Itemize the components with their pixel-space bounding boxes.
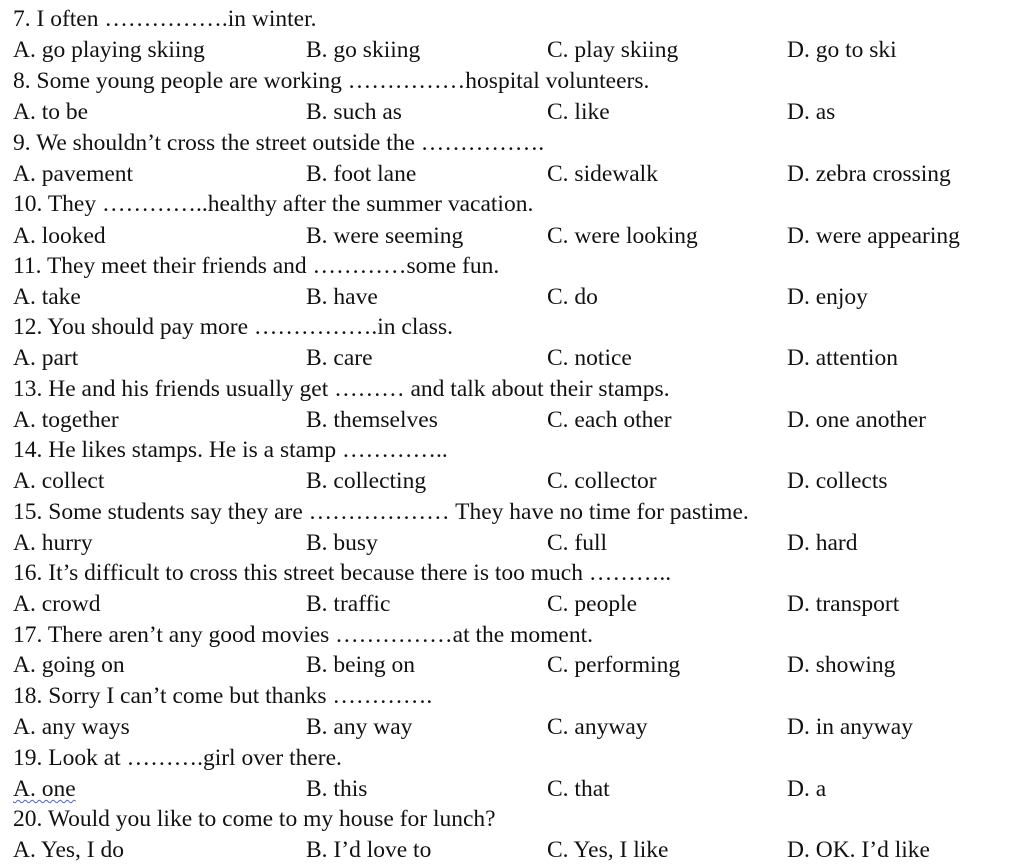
question-text: 19. Look at ……….girl over there.: [13, 745, 342, 771]
option-a: A. any ways: [13, 714, 130, 740]
option-d: D. a: [787, 776, 827, 802]
option-c: C. sidewalk: [547, 161, 658, 187]
question-text: 16. It’s difficult to cross this street because there is too much ………..: [13, 560, 672, 586]
question-text: 18. Sorry I can’t come but thanks ………….: [13, 683, 433, 709]
question-20-options: [0, 835, 1024, 865]
question-text: 14. He likes stamps. He is a stamp …………..: [13, 437, 448, 463]
option-d: D. zebra crossing: [787, 161, 951, 187]
option-b: B. were seeming: [306, 223, 464, 249]
option-b: B. traffic: [306, 591, 391, 617]
option-d: D. transport: [787, 591, 900, 617]
question-text: 15. Some students say they are ……………… They have no time for pastime.: [13, 499, 749, 525]
question-13-stem: [0, 374, 1024, 404]
question-text: 9. We shouldn’t cross the street outside the …………….: [13, 130, 545, 156]
option-a: A. collect: [13, 468, 105, 494]
option-b: B. being on: [306, 652, 416, 678]
option-c: C. play skiing: [547, 37, 679, 63]
option-c: C. notice: [547, 345, 632, 371]
option-c: C. were looking: [547, 223, 698, 249]
question-8-options: [0, 97, 1024, 127]
question-13-options: [0, 405, 1024, 435]
option-d: D. enjoy: [787, 284, 868, 310]
option-a: A. hurry: [13, 530, 93, 556]
option-a: A. to be: [13, 99, 89, 125]
question-14-options: [0, 466, 1024, 496]
option-b: B. themselves: [306, 407, 438, 433]
option-a: A. crowd: [13, 591, 101, 617]
question-9-stem: [0, 128, 1024, 158]
question-16-options: [0, 589, 1024, 619]
question-text: 10. They …………..healthy after the summer vacation.: [13, 191, 534, 217]
option-b: B. I’d love to: [306, 837, 432, 863]
option-c: C. like: [547, 99, 610, 125]
option-a: A. going on: [13, 652, 125, 678]
option-a: A. one: [13, 776, 76, 802]
question-7-options: [0, 35, 1024, 65]
option-b: B. such as: [306, 99, 402, 125]
option-d: D. collects: [787, 468, 888, 494]
question-19-options: [0, 774, 1024, 804]
option-a: A. looked: [13, 223, 106, 249]
option-d: D. in anyway: [787, 714, 913, 740]
option-a: A. pavement: [13, 161, 134, 187]
question-9-options: [0, 159, 1024, 189]
option-c: C. performing: [547, 652, 681, 678]
question-19-stem: [0, 743, 1024, 773]
option-d: D. as: [787, 99, 836, 125]
option-d: D. OK. I’d like: [787, 837, 930, 863]
question-10-options: [0, 221, 1024, 251]
option-b: B. go skiing: [306, 37, 421, 63]
option-a: A. take: [13, 284, 81, 310]
question-12-stem: [0, 312, 1024, 342]
question-14-stem: [0, 435, 1024, 465]
option-a: A. Yes, I do: [13, 837, 124, 863]
question-7-stem: [0, 4, 1024, 34]
question-18-options: [0, 712, 1024, 742]
option-a: A. part: [13, 345, 79, 371]
question-16-stem: [0, 558, 1024, 588]
option-b: B. busy: [306, 530, 378, 556]
option-b: B. foot lane: [306, 161, 417, 187]
option-b: B. collecting: [306, 468, 427, 494]
question-text: 8. Some young people are working ……………hospital volunteers.: [13, 68, 650, 94]
option-c: C. full: [547, 530, 608, 556]
option-d: D. one another: [787, 407, 926, 433]
question-text: 7. I often …………….in winter.: [13, 6, 317, 32]
question-text: 17. There aren’t any good movies ……………at the moment.: [13, 622, 593, 648]
option-d: D. were appearing: [787, 223, 960, 249]
option-d: D. showing: [787, 652, 896, 678]
option-d: D. go to ski: [787, 37, 897, 63]
option-c: C. each other: [547, 407, 672, 433]
option-b: B. any way: [306, 714, 413, 740]
option-c: C. do: [547, 284, 598, 310]
question-text: 11. They meet their friends and …………some fun.: [13, 253, 500, 279]
option-b: B. have: [306, 284, 378, 310]
question-10-stem: [0, 189, 1024, 219]
option-c: C. Yes, I like: [547, 837, 669, 863]
question-17-options: [0, 650, 1024, 680]
question-text: 20. Would you like to come to my house for lunch?: [13, 806, 496, 832]
question-20-stem: [0, 804, 1024, 834]
option-c: C. people: [547, 591, 638, 617]
question-11-stem: [0, 251, 1024, 281]
option-c: C. that: [547, 776, 610, 802]
option-a: A. go playing skiing: [13, 37, 205, 63]
question-17-stem: [0, 620, 1024, 650]
question-15-stem: [0, 497, 1024, 527]
option-b: B. care: [306, 345, 373, 371]
option-d: D. hard: [787, 530, 858, 556]
question-text: 12. You should pay more …………….in class.: [13, 314, 453, 340]
question-11-options: [0, 282, 1024, 312]
option-c: C. collector: [547, 468, 657, 494]
question-8-stem: [0, 66, 1024, 96]
question-15-options: [0, 528, 1024, 558]
option-c: C. anyway: [547, 714, 648, 740]
question-12-options: [0, 343, 1024, 373]
option-a: A. together: [13, 407, 119, 433]
option-b: B. this: [306, 776, 368, 802]
question-text: 13. He and his friends usually get ……… and talk about their stamps.: [13, 376, 670, 402]
question-18-stem: [0, 681, 1024, 711]
option-d: D. attention: [787, 345, 898, 371]
